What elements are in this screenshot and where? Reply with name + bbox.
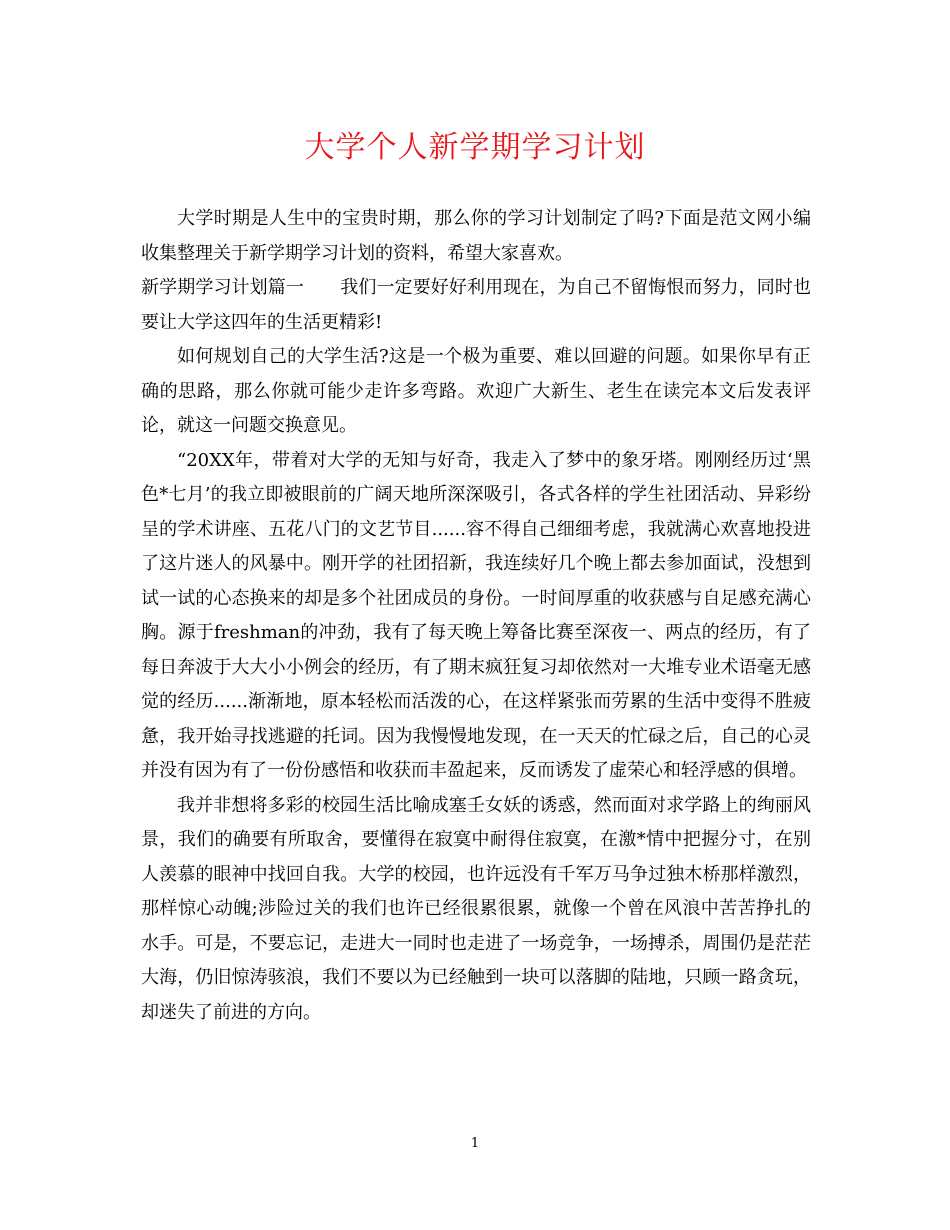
paragraph-section-heading: 新学期学习计划篇一 我们一定要好好利用现在，为自己不留悔恨而努力，同时也要让大学这四年的生活更精彩! [141, 277, 811, 333]
paragraph-campus-life: 我并非想将多彩的校园生活比喻成塞壬女妖的诱惑，然而面对求学路上的绚丽风景，我们的确要有所取舍，要懂得在寂寞中耐得住寂寞，在激*情中把握分寸，在别人羡慕的眼神中找回自我。大学的校园，也许远没有千军万马争过独木桥那样激烈，那样惊心动魄;涉险过关的我们也许已经很累很累，就像一个曾在风浪中苦苦挣扎的水手。可是，不要忘记，走进大一同时也走进了一场竞争，一场搏杀，周围仍是茫茫大海，仍旧惊涛骇浪，我们不要以为已经触到一块可以落脚的陆地，只顾一路贪玩，却迷失了前进的方向。 [141, 794, 811, 1023]
document-title: 大学个人新学期学习计划 [304, 130, 646, 165]
page-number: 1 [470, 1136, 480, 1151]
paragraph-freshman-experience: “20XX年，带着对大学的无知与好奇，我走入了梦中的象牙塔。刚刚经历过‘黑色*七月’的我立即被眼前的广阔天地所深深吸引，各式各样的学生社团活动、异彩纷呈的学术讲座、五花八门的文艺节目......容不得自己细细考虑，我就满心欢喜地投进了这片迷人的风暴中。刚开学的社团招新，我连续好几个晚上都去参加面试，没想到试一试的心态换来的却是多个社团成员的身份。一时间厚重的收获感与自足感充满心胸。源于freshman的冲劲，我有了每天晚上筹备比赛至深夜一、两点的经历，有了每日奔波于大大小小例会的经历，有了期末疯狂复习却依然对一大堆专业术语毫无感觉的经历......渐渐地，原本轻松而活泼的心，在这样紧张而劳累的生活中变得不胜疲惫，我开始寻找逃避的托词。因为我慢慢地发现，在一天天的忙碌之后，自己的心灵并没有因为有了一份份感悟和收获而丰盈起来，反而诱发了虚荣心和轻浮感的俱增。 [141, 449, 811, 781]
document-body [141, 202, 811, 1030]
paragraph-intro: 大学时期是人生中的宝贵时期，那么你的学习计划制定了吗?下面是范文网小编收集整理关于新学期学习计划的资料，希望大家喜欢。 [141, 208, 811, 264]
paragraph-planning: 如何规划自己的大学生活?这是一个极为重要、难以回避的问题。如果你早有正确的思路，那么你就可能少走许多弯路。欢迎广大新生、老生在读完本文后发表评论，就这一问题交换意见。 [141, 346, 811, 436]
